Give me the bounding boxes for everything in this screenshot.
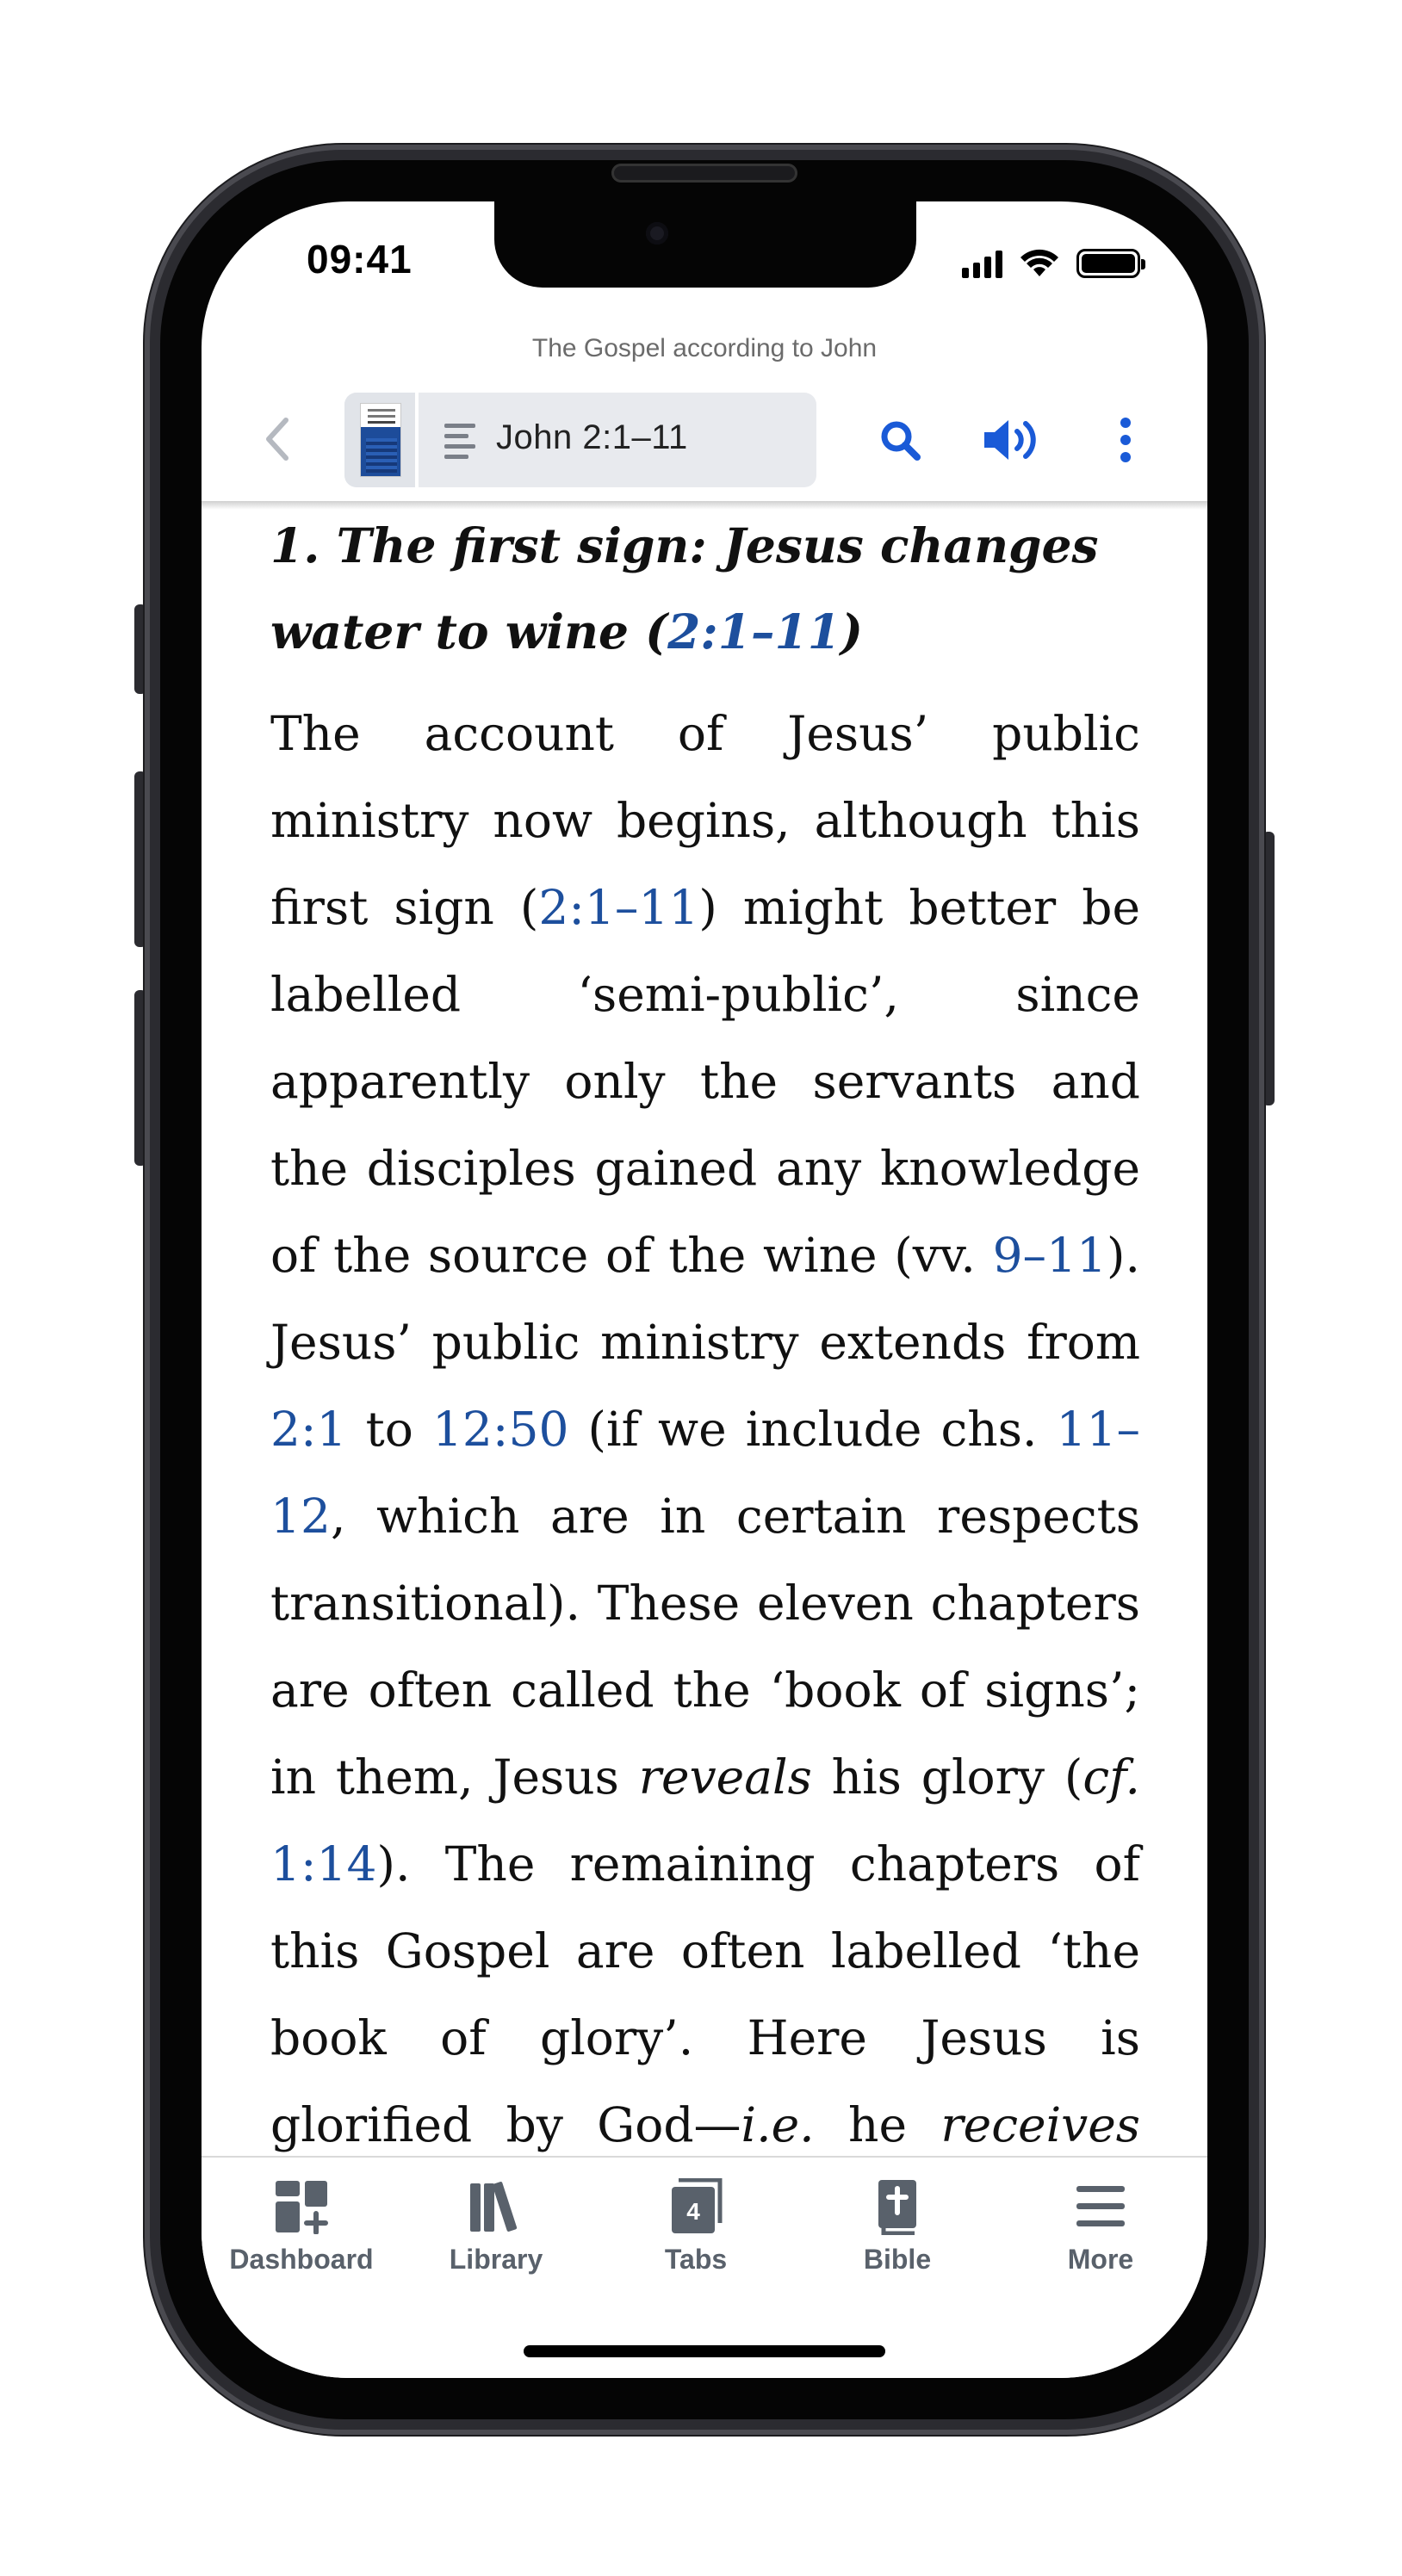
power-button (1262, 832, 1275, 1105)
text-run: The account of Jesus’ public ministry now begins, although this first sign ( (270, 706, 1140, 935)
tab-tabs-label: Tabs (664, 2244, 728, 2275)
battery-icon (1076, 249, 1140, 278)
scripture-link[interactable]: 9–11 (992, 1228, 1107, 1283)
italic-run: receives (940, 2097, 1141, 2152)
reader-content[interactable] (202, 510, 1207, 2156)
cellular-signal-icon (962, 249, 1002, 278)
notch (494, 201, 916, 288)
audio-button[interactable] (973, 412, 1051, 468)
table-of-contents-icon (444, 424, 477, 458)
scripture-link[interactable]: 11–12 (270, 1402, 1140, 1544)
status-icons (962, 246, 1140, 281)
tabs-icon (668, 2178, 723, 2235)
search-button[interactable] (872, 412, 928, 468)
tab-bible[interactable] (803, 2178, 992, 2282)
toolbar-divider (202, 501, 1207, 510)
text-run: his glory ( (811, 1749, 1083, 1805)
reference-selector[interactable] (344, 393, 816, 487)
front-camera (646, 222, 668, 245)
tab-library-label: Library (449, 2244, 543, 2275)
heading-scripture-link[interactable]: 2:1–11 (667, 604, 841, 659)
text-run: (if we include chs. (568, 1402, 1057, 1457)
tab-more[interactable] (1006, 2178, 1195, 2282)
italic-run: cf. (1083, 1749, 1141, 1805)
commentary-paragraph (270, 690, 1140, 2156)
scripture-link[interactable]: 1:14 (270, 1836, 377, 1892)
italic-run: reveals (638, 1749, 812, 1805)
tab-dashboard[interactable] (207, 2178, 396, 2282)
section-number: 1. (270, 517, 320, 573)
scripture-link[interactable]: 2:1–11 (538, 880, 699, 935)
home-indicator[interactable] (524, 2345, 885, 2357)
reader-toolbar (202, 393, 1207, 487)
book-cover-image (360, 403, 401, 477)
scripture-link[interactable]: 2:1 (270, 1402, 347, 1457)
more-options-button[interactable] (1097, 412, 1154, 468)
heading-close-paren: ) (841, 604, 864, 659)
book-cover-thumbnail[interactable] (344, 393, 419, 487)
tab-library[interactable] (401, 2178, 591, 2282)
tab-bible-label: Bible (863, 2244, 932, 2275)
earpiece-speaker (611, 164, 797, 183)
library-icon (468, 2180, 524, 2233)
scripture-link[interactable]: 12:50 (431, 1402, 569, 1457)
screen (202, 201, 1207, 2378)
search-icon (878, 418, 921, 461)
text-run: he (814, 2097, 941, 2152)
text-run: ). Jesus’ public ministry extends from (270, 1228, 1140, 1370)
book-title: The Gospel according to John (531, 334, 878, 362)
text-run: , which are in certain respects transitional). These eleven chapters are often called the ‘book of signs’; in them, Jesus (270, 1489, 1140, 1805)
chevron-left-icon (257, 413, 300, 465)
dashboard-icon (274, 2179, 329, 2234)
text-run: ). The remaining chapters of this Gospel are often labelled ‘the book of glory’. Here Jesus is glorified by God— (270, 1836, 1140, 2152)
status-time: 09:41 (307, 237, 413, 282)
tab-more-label: More (1067, 2244, 1134, 2275)
bible-icon (875, 2178, 920, 2235)
text-run: ) might better be labelled ‘semi-public’, since apparently only the servants and the disciples gained any knowledge of the source of the wine (vv. (270, 880, 1140, 1283)
speaker-icon (981, 418, 1043, 462)
tab-dashboard-label: Dashboard (229, 2244, 374, 2275)
back-button[interactable] (257, 413, 300, 465)
tabs-count: 4 (686, 2198, 700, 2225)
more-vertical-icon (1117, 414, 1134, 466)
text-run: to (346, 1402, 432, 1457)
menu-icon (1075, 2184, 1126, 2229)
tab-tabs[interactable] (601, 2178, 791, 2282)
italic-run: i.e. (741, 2097, 815, 2152)
wifi-icon (1020, 249, 1059, 278)
section-heading-text: The first sign: Jesus changes water to wine ( (270, 517, 1099, 659)
reference-label: John 2:1–11 (496, 418, 688, 456)
section-heading (270, 510, 1140, 675)
